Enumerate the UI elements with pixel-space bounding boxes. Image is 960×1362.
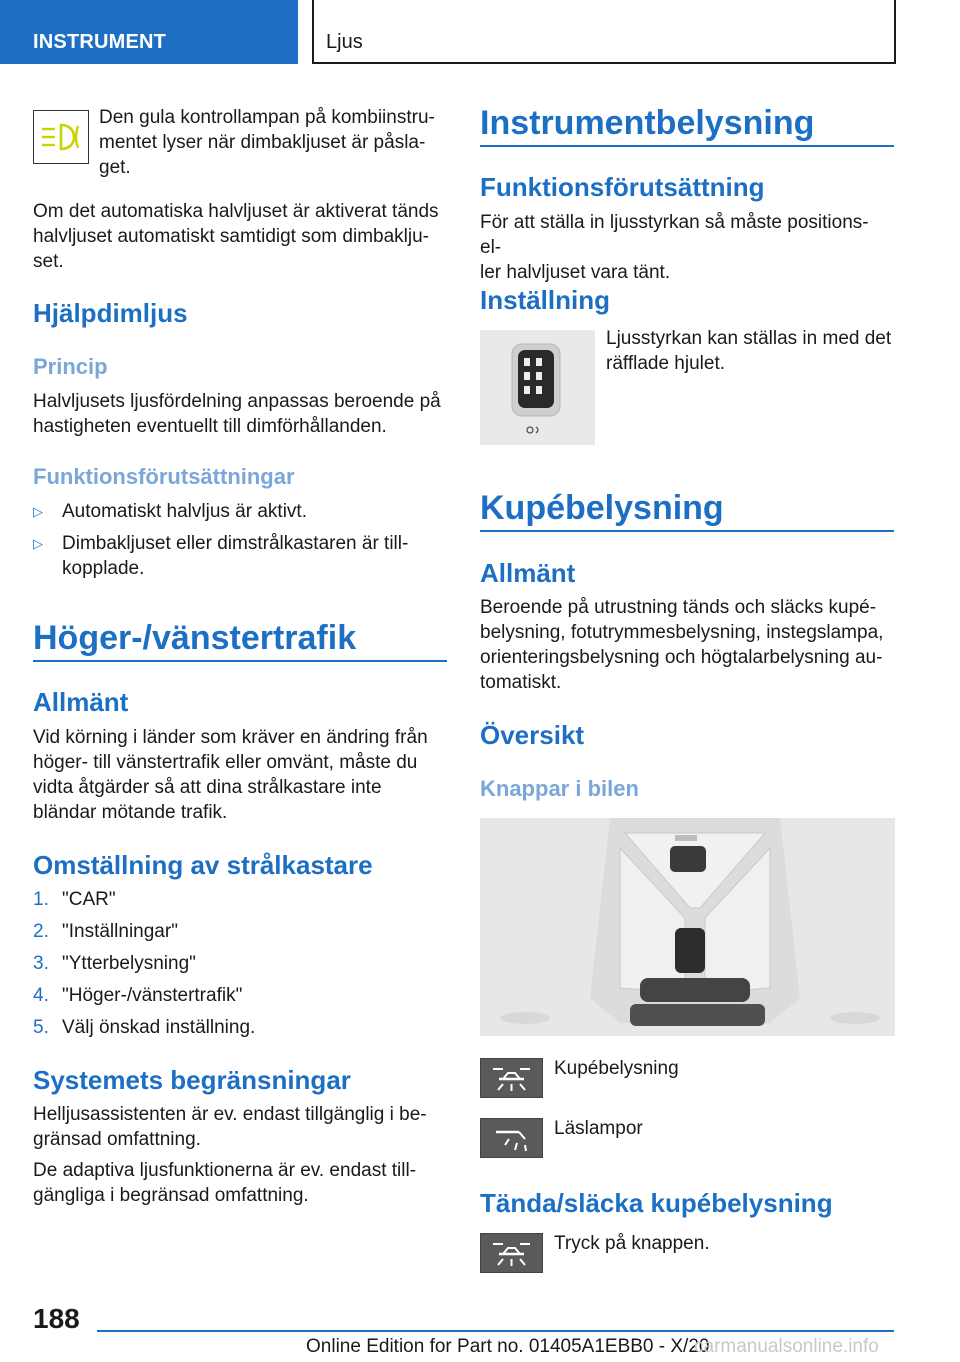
funk-text: För att ställa in ljusstyrkan så måste positions- el- ler halvljuset vara tänt.: [480, 212, 869, 283]
heading-toggle: Tända/släcka kupébelysning: [480, 1188, 833, 1218]
toggle-text: Tryck på knappen.: [554, 1233, 710, 1254]
heading-limits: Systemets begränsningar: [33, 1065, 351, 1095]
page-number: 188: [33, 1303, 80, 1334]
section-tab: [0, 0, 298, 64]
heading-setting: Inställning: [480, 285, 610, 315]
interior-light-icon: [480, 1058, 543, 1098]
heading-instr: Instrumentbelysning: [480, 104, 815, 142]
bullet-marker: ▷: [33, 504, 43, 519]
topic-header: [312, 0, 896, 64]
watermark: carmanualsonline.info: [694, 1336, 879, 1357]
legend-interior: Kupébelysning: [554, 1058, 679, 1079]
heading-rule: [480, 145, 894, 147]
heading-buttons: Knappar i bilen: [480, 776, 639, 801]
heading-general: Allmänt: [480, 558, 576, 588]
heading-funk: Funktionsförutsättningar: [33, 464, 295, 489]
footer-rule: [97, 1330, 894, 1332]
general-text: Beroende på utrustning tänds och släcks kupé- belysning, fotutrymmesbelysning, instegslampa, orienteringsbelysning och högtalarbelysning au- tomatiskt.: [480, 597, 884, 693]
general-text: Vid körning i länder som kräver en ändring från höger- till vänstertrafik eller omvänt, måste du vidta åtgärder så att dina strålkastare inte bländar mötande trafik.: [33, 727, 428, 823]
legend-reading: Läslampor: [554, 1118, 643, 1139]
section-title: INSTRUMENT: [33, 31, 167, 53]
setting-text: Ljusstyrkan kan ställas in med det räfflade hjulet.: [606, 328, 892, 374]
roof-console-image: [480, 818, 895, 1036]
heading-general: Allmänt: [33, 687, 129, 717]
auto-text: Om det automatiska halvljuset är aktiverat tänds halvljuset automatiskt samtidigt som dimbaklju- set.: [33, 201, 439, 272]
interior-light-button-icon: [480, 1233, 543, 1273]
heading-funk: Funktionsförutsättning: [480, 172, 765, 202]
limits-text-2: De adaptiva ljusfunktionerna är ev. endast till- gängliga i begränsad omfattning.: [33, 1160, 417, 1206]
reading-light-icon: [480, 1118, 543, 1158]
heading-rule: [480, 530, 894, 532]
limits-text-1: Helljusassistenten är ev. endast tillgänglig i be- gränsad omfattning.: [33, 1104, 427, 1150]
dimmer-wheel-image: [480, 330, 595, 445]
heading-rule: [33, 660, 447, 662]
heading-helper: Hjälpdimljus: [33, 298, 188, 328]
rear-fog-indicator-icon: [33, 110, 89, 164]
topic-title: Ljus: [326, 31, 363, 53]
edition-text: Online Edition for Part no. 01405A1EBB0 - X/20: [306, 1336, 710, 1357]
heading-princip: Princip: [33, 354, 108, 379]
heading-adjust: Omställning av strålkastare: [33, 850, 373, 880]
princip-text: Halvljusets ljusfördelning anpassas beroende på hastigheten eventuellt till dimförhållanden.: [33, 391, 441, 437]
bullet-marker: ▷: [33, 536, 43, 551]
heading-overview: Översikt: [480, 720, 585, 750]
indicator-text: Den gula kontrollampan på kombiinstru- mentet lyser när dimbakljuset är påsla- get.: [99, 107, 435, 178]
heading-traffic: Höger-/vänstertrafik: [33, 619, 357, 657]
heading-cabin: Kupébelysning: [480, 489, 724, 527]
